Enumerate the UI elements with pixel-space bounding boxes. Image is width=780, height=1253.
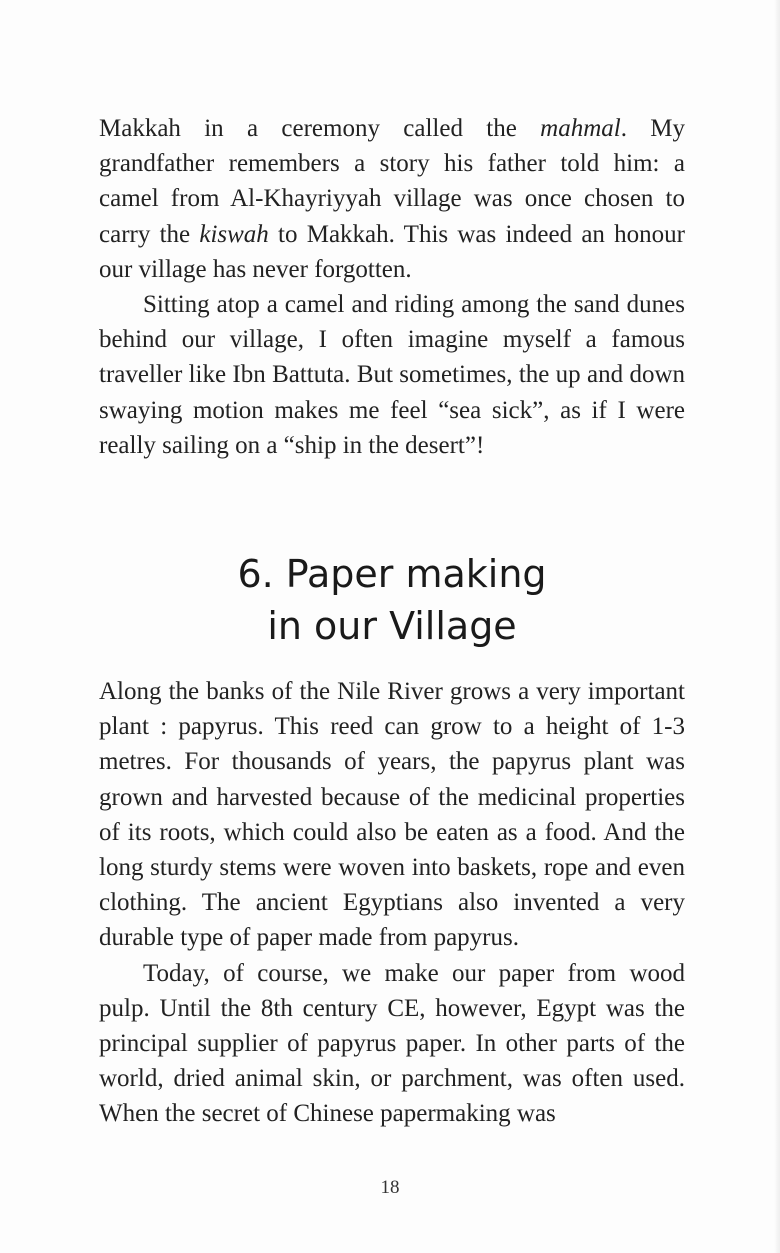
chapter-heading-line-2: in our Village [267,604,517,648]
top-p1-text-e: to Makkah. This was indeed an honour our village has never forgotten. [99,220,685,283]
top-p1-text-a: Makkah in a ceremony called the [99,115,541,142]
bottom-paragraph-2: Today, of course, we make our paper from wood pulp. Until the 8th century CE, however, Egypt was the principal supplier of papyrus paper. In other parts of the world, dried animal skin, or parchment, was often used. When the secret of Chinese papermaking was [99,959,685,1128]
chapter-heading [99,548,685,652]
bottom-paragraph-1: Along the banks of the Nile River grows a very important plant : papyrus. This reed can grow to a height of 1-3 metres. For thousands of years, the papyrus plant was grown and harvested because of the medicinal properties of its roots, which could also be eaten as a food. And the long sturdy stems were woven into baskets, rope and even clothing. The ancient Egyptians also invented a very durable type of paper made from papyrus. [99,678,685,952]
italic-term-kiswah: kiswah [199,220,269,248]
page-number: 18 [380,1177,400,1198]
top-p1-text-c: . My grandfather remembers a story his father told him: a camel from Al-Khayriyyah village was once chosen to carry the [99,115,685,248]
top-paragraph-2: Sitting atop a camel and riding among the sand dunes behind our village, I often imagine myself a famous traveller like Ibn Battuta. But sometimes, the up and down swaying motion makes me feel “sea sick”, as if I were really sailing on a “ship in the desert”! [99,291,685,459]
page-edge-shadow [774,0,780,1253]
top-paragraph-1 [99,111,685,287]
chapter-heading-line-1: 6. Paper making [237,552,547,596]
italic-term-mahmal: mahmal [540,115,621,142]
bottom-text-block [99,674,685,1132]
top-text-block [99,111,685,463]
